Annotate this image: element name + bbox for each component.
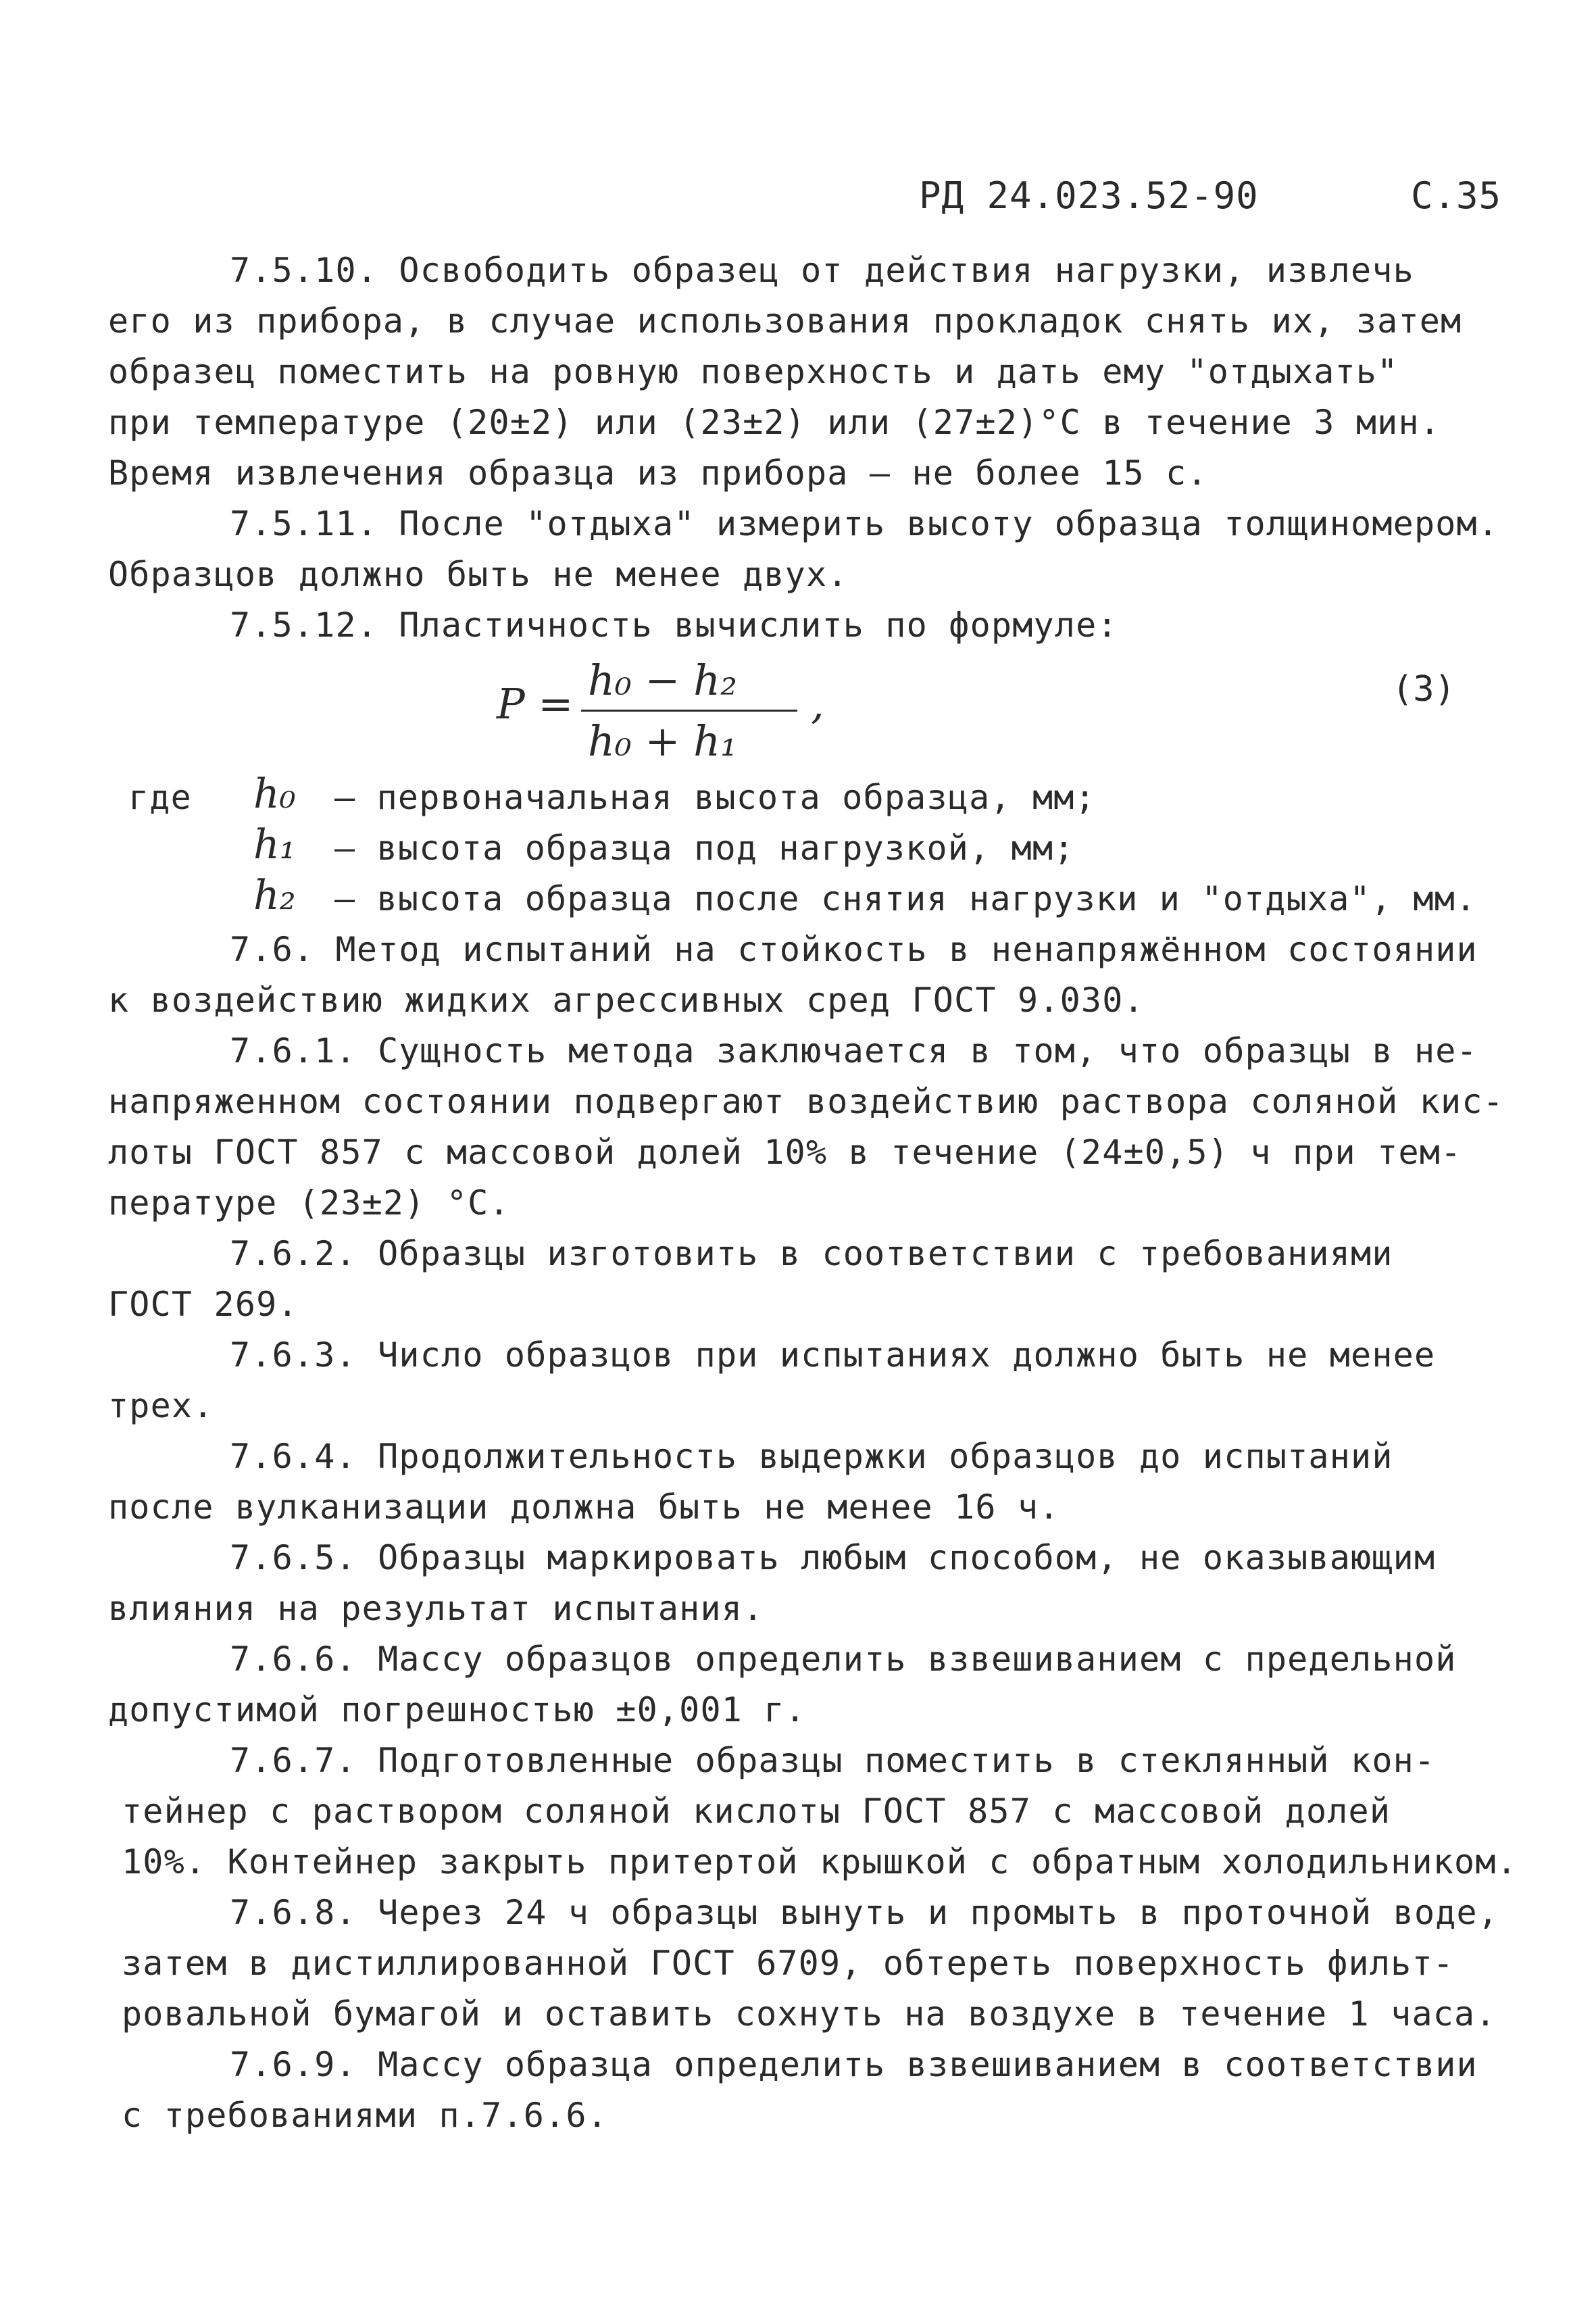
text-line: тейнер с раствором соляной кислоты ГОСТ 857 с массовой долей	[122, 1792, 1391, 1831]
symbol-h2: h₂	[253, 872, 296, 919]
text-line: напряженном состоянии подвергают воздействию раствора соляной кис-	[108, 1082, 1504, 1121]
text-line: после вулканизации должна быть не менее 16 ч.	[108, 1487, 1060, 1527]
text-line: его из прибора, в случае использования прокладок снять их, затем	[108, 301, 1462, 341]
text-line: 7.5.12. Пластичность вычислить по формуле:	[230, 606, 1118, 645]
page-number: С.35	[1411, 174, 1502, 217]
text-line: 7.6.9. Массу образца определить взвешиванием в соответствии	[230, 2045, 1478, 2084]
text-line: 7.6.1. Сущность метода заключается в том, что образцы в не-	[230, 1031, 1478, 1070]
text-line: 7.6.8. Через 24 ч образцы вынуть и промыть в проточной воде,	[230, 1893, 1499, 1932]
text-line: Время извлечения образца из прибора – не более 15 с.	[108, 453, 1208, 493]
text-line: Образцов должно быть не менее двух.	[108, 555, 849, 594]
text-line: 7.5.10. Освободить образец от действия нагрузки, извлечь	[230, 251, 1414, 290]
text-line: 7.6. Метод испытаний на стойкость в ненапряжённом состоянии	[230, 930, 1478, 969]
formula-lhs: P =	[497, 679, 574, 729]
text-line: с требованиями п.7.6.6.	[122, 2096, 608, 2135]
text-line: затем в дистиллированной ГОСТ 6709, обтереть поверхность фильт-	[122, 1944, 1455, 1983]
text-line: лоты ГОСТ 857 с массовой долей 10% в течение (24±0,5) ч при тем-	[108, 1133, 1462, 1172]
text-line: пературе (23±2) °С.	[108, 1183, 510, 1223]
symbol-h0: h₀	[253, 770, 296, 818]
text-line: влияния на результат испытания.	[108, 1589, 764, 1628]
text-line: ГОСТ 269.	[108, 1285, 299, 1324]
where-item-text: – первоначальная высота образца, мм;	[334, 778, 1096, 817]
text-line: при температуре (20±2) или (23±2) или (27±2)°С в течение 3 мин.	[108, 403, 1441, 442]
text-line: 7.6.7. Подготовленные образцы поместить в стеклянный кон-	[230, 1741, 1436, 1780]
where-item-text: – высота образца после снятия нагрузки и "отдыха", мм.	[334, 879, 1477, 918]
formula-numerator: h₀ − h₂	[588, 656, 737, 705]
text-line: 7.6.2. Образцы изготовить в соответствии с требованиями	[230, 1234, 1393, 1273]
fraction-bar	[581, 710, 797, 712]
where-item-text: – высота образца под нагрузкой, мм;	[334, 829, 1075, 868]
text-line: 7.5.11. После "отдыха" измерить высоту образца толщиномером.	[230, 504, 1499, 543]
text-line: 7.6.6. Массу образцов определить взвешиванием с предельной	[230, 1640, 1457, 1679]
formula-denominator: h₀ + h₁	[588, 716, 737, 766]
symbol-h1: h₁	[253, 821, 296, 868]
text-line: образец поместить на ровную поверхность и дать ему "отдыхать"	[108, 352, 1399, 391]
text-line: допустимой погрешностью ±0,001 г.	[108, 1690, 806, 1729]
text-line: 7.6.4. Продолжительность выдержки образцов до испытаний	[230, 1437, 1393, 1476]
text-line: 7.6.3. Число образцов при испытаниях должно быть не менее	[230, 1335, 1436, 1375]
text-line: 10%. Контейнер закрыть притертой крышкой с обратным холодильником.	[122, 1842, 1518, 1881]
text-line: ровальной бумагой и оставить сохнуть на воздухе в течение 1 часа.	[122, 1994, 1497, 2034]
formula-comma: ,	[811, 679, 824, 729]
text-line: трех.	[108, 1386, 214, 1425]
text-line: 7.6.5. Образцы маркировать любым способом, не оказывающим	[230, 1538, 1436, 1577]
text-line: к воздействию жидких агрессивных сред ГОСТ 9.030.	[108, 981, 1145, 1020]
formula-number: (3)	[1392, 669, 1455, 710]
where-word: где	[128, 778, 192, 817]
document-code: РД 24.023.52-90	[919, 174, 1259, 217]
